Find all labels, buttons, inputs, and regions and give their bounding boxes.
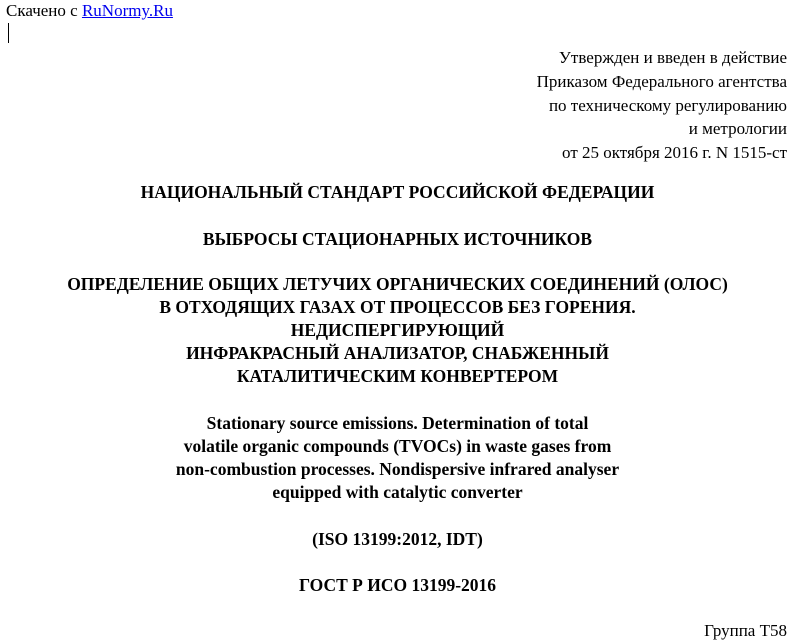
- english-title-line: volatile organic compounds (TVOCs) in waste gases from: [183, 435, 612, 456]
- russian-title-line: ОПРЕДЕЛЕНИЕ ОБЩИХ ЛЕТУЧИХ ОРГАНИЧЕСКИХ СОЕДИНЕНИЙ (ОЛОС): [67, 274, 728, 294]
- iso-reference: [0, 528, 790, 551]
- gost-number-text: ГОСТ Р ИСО 13199-2016: [298, 575, 497, 595]
- russian-title-line: НЕДИСПЕРГИРУЮЩИЙ: [290, 319, 505, 340]
- national-standard-heading: [0, 181, 790, 204]
- english-title-block: [0, 412, 790, 504]
- download-source-line: [6, 1, 173, 21]
- downloaded-label: Скачено с: [6, 1, 78, 20]
- russian-title-line: ИНФРАКРАСНЫЙ АНАЛИЗАТОР, СНАБЖЕННЫЙ: [186, 342, 609, 363]
- national-standard-title: НАЦИОНАЛЬНЫЙ СТАНДАРТ РОССИЙСКОЙ ФЕДЕРАЦИИ: [140, 182, 655, 202]
- russian-title-line: КАТАЛИТИЧЕСКИМ КОНВЕРТЕРОМ: [236, 365, 559, 386]
- source-link[interactable]: RuNormy.Ru: [81, 1, 173, 20]
- english-title-line: non-combustion processes. Nondispersive infrared analyser: [175, 458, 620, 479]
- iso-reference-text: (ISO 13199:2012, IDT): [312, 529, 483, 549]
- approval-line: от 25 октября 2016 г. N 1515-ст: [562, 143, 787, 163]
- approval-block: [537, 46, 787, 165]
- group-code: Группа Т58: [704, 621, 787, 640]
- text-cursor: [8, 23, 9, 43]
- subject-heading: [0, 228, 790, 251]
- english-title-line: Stationary source emissions. Determination of total: [206, 413, 589, 433]
- russian-title-block: [0, 273, 790, 388]
- russian-title-line: В ОТХОДЯЩИХ ГАЗАХ ОТ ПРОЦЕССОВ БЕЗ ГОРЕНИЯ.: [159, 296, 636, 317]
- gost-number: [0, 574, 790, 597]
- english-title-line: equipped with catalytic converter: [272, 481, 523, 502]
- approval-line: и метрологии: [688, 119, 787, 139]
- approval-line: Утвержден и введен в действие: [558, 48, 787, 67]
- subject-title: ВЫБРОСЫ СТАЦИОНАРНЫХ ИСТОЧНИКОВ: [202, 229, 593, 249]
- approval-line: по техническому регулированию: [548, 95, 787, 115]
- approval-line: Приказом Федерального агентства: [536, 71, 787, 91]
